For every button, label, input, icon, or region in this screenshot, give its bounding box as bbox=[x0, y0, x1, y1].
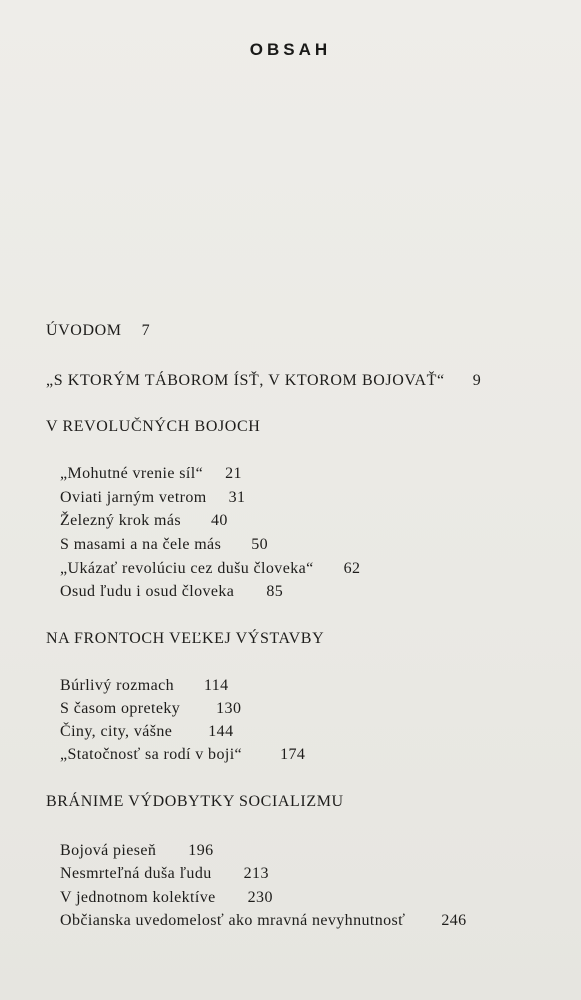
toc-section-label: NA FRONTOCH VEĽKEJ VÝSTAVBY bbox=[46, 630, 325, 647]
toc-page-number: 50 bbox=[251, 536, 269, 553]
toc-page-number: 85 bbox=[266, 583, 284, 600]
toc-page-number: 174 bbox=[280, 746, 306, 763]
toc-item: Bojová pieseň 196 bbox=[60, 842, 214, 859]
toc-section-label: BRÁNIME VÝDOBYTKY SOCIALIZMU bbox=[46, 793, 344, 810]
toc-item: „Ukázať revolúciu cez dušu človeka“ 62 bbox=[60, 560, 361, 577]
toc-page-number: 40 bbox=[211, 512, 228, 529]
toc-page-number: 31 bbox=[228, 489, 246, 506]
toc-section-revolution bbox=[46, 418, 260, 436]
toc-item: „Statočnosť sa rodí v boji“ 174 bbox=[60, 746, 306, 763]
toc-item: Oviati jarným vetrom 31 bbox=[60, 489, 246, 506]
toc-page-number: 144 bbox=[208, 723, 234, 740]
toc-item: „Mohutné vrenie síl“ 21 bbox=[60, 465, 242, 482]
toc-item: S masami a na čele más 50 bbox=[60, 536, 269, 553]
toc-section-label: „S KTORÝM TÁBOROM ÍSŤ, V KTOROM BOJOVAŤ“ bbox=[46, 372, 445, 389]
toc-item: Železný krok más 40 bbox=[60, 512, 228, 529]
toc-page-number: 246 bbox=[441, 912, 467, 929]
toc-section-label: ÚVODOM bbox=[46, 322, 122, 339]
toc-section-intro bbox=[46, 322, 150, 340]
toc-page-number: 62 bbox=[343, 560, 361, 577]
toc-page-number: 7 bbox=[141, 322, 151, 339]
toc-page-number: 114 bbox=[203, 677, 229, 694]
toc-item: Nesmrteľná duša ľudu 213 bbox=[60, 865, 269, 882]
toc-item: V jednotnom kolektíve 230 bbox=[60, 889, 273, 906]
toc-page-number: 230 bbox=[247, 889, 273, 906]
toc-page-number: 9 bbox=[472, 372, 482, 389]
toc-section-quote bbox=[46, 372, 481, 390]
toc-page-number: 21 bbox=[225, 465, 242, 482]
toc-item: S časom opreteky 130 bbox=[60, 700, 242, 717]
toc-section-construction bbox=[46, 630, 324, 648]
toc-item: Búrlivý rozmach 114 bbox=[60, 677, 229, 694]
toc-page-number: 196 bbox=[188, 842, 214, 859]
toc-page-number: 130 bbox=[216, 700, 242, 717]
toc-section-label: V REVOLUČNÝCH BOJOCH bbox=[46, 418, 261, 435]
toc-section-defense bbox=[46, 793, 344, 811]
toc-item: Činy, city, vášne 144 bbox=[60, 723, 234, 740]
toc-item: Osud ľudu i osud človeka 85 bbox=[60, 583, 284, 600]
toc-item: Občianska uvedomelosť ako mravná nevyhnutnosť 246 bbox=[60, 912, 467, 929]
toc-page-number: 213 bbox=[243, 865, 269, 882]
page-title: OBSAH bbox=[249, 40, 332, 59]
